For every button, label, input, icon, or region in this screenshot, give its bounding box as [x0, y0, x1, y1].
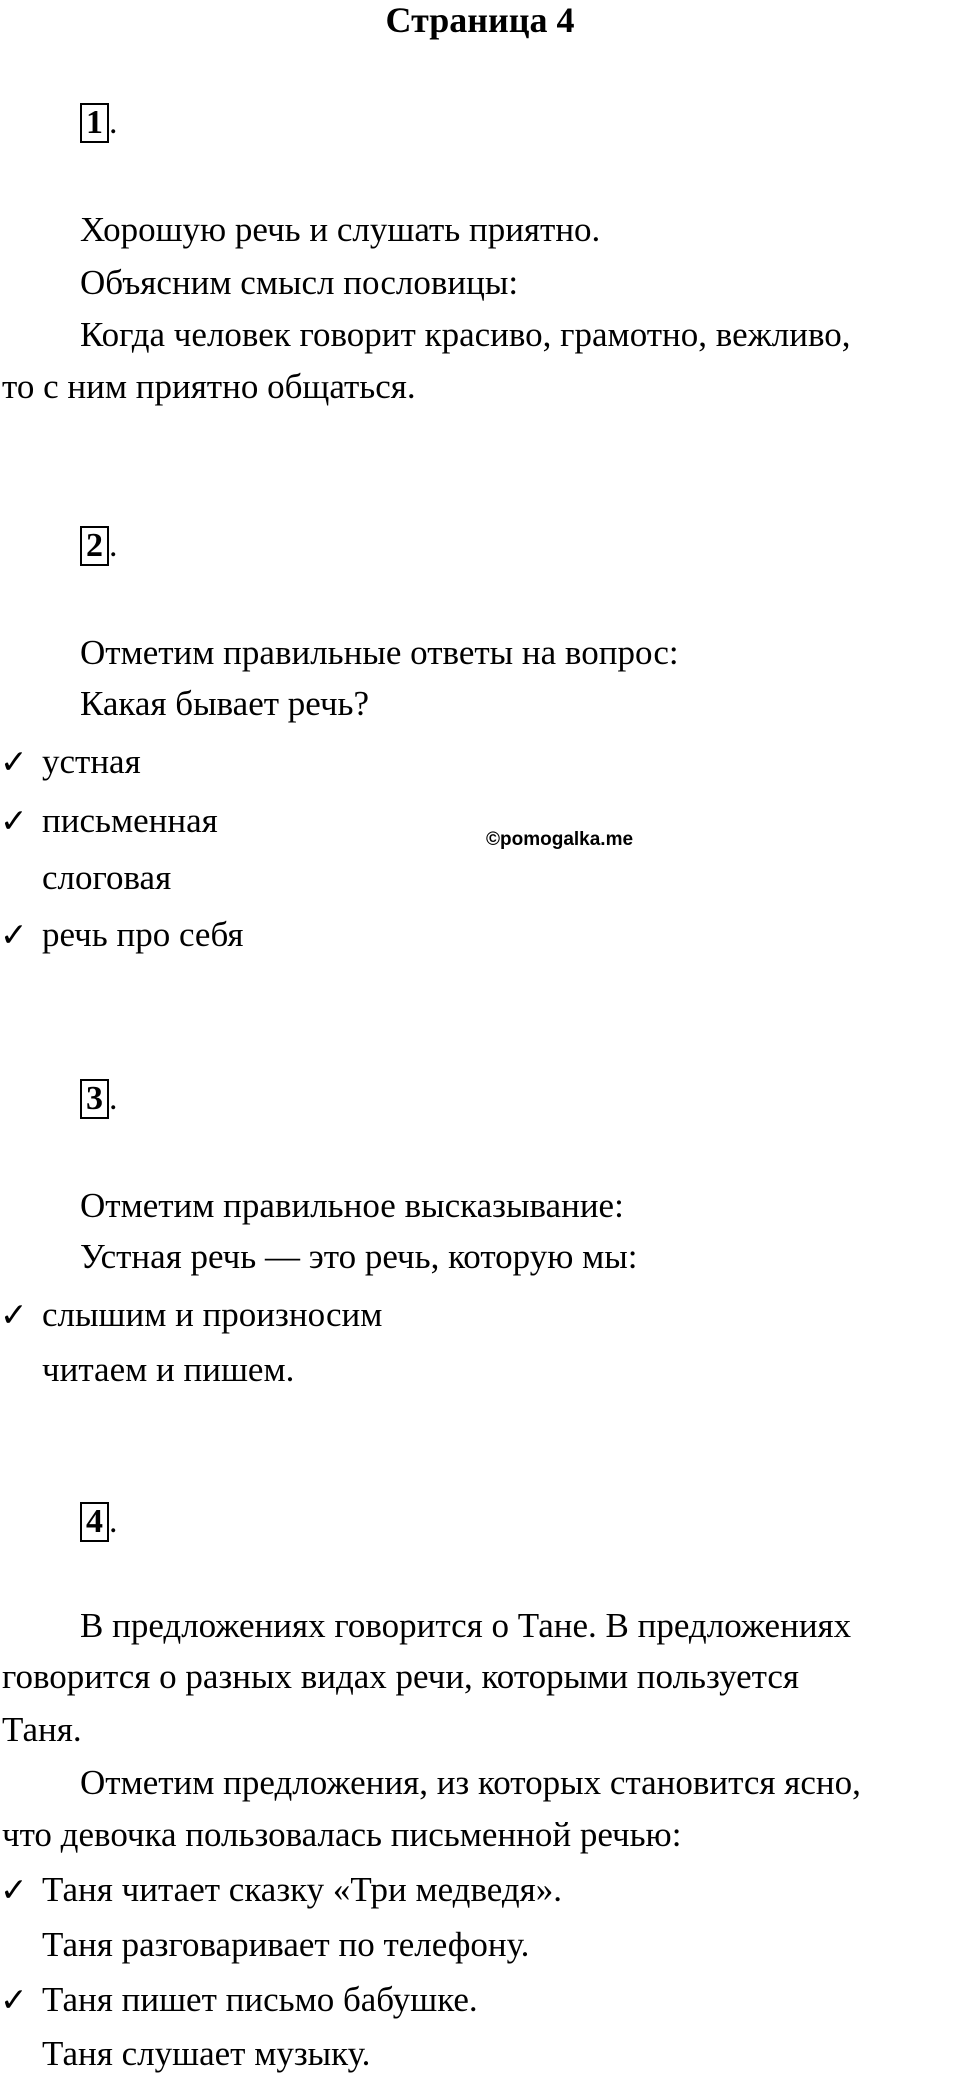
task-4-line-2: говорится о разных видах речи, которыми пользуется — [2, 1657, 800, 1696]
task-1-line-1: Хорошую речь и слушать приятно. — [80, 210, 601, 249]
task-number-box: 3 — [80, 1079, 109, 1119]
task-1-line-4: то с ним приятно общаться. — [2, 367, 416, 406]
task-2-line-1: Отметим правильные ответы на вопрос: — [80, 633, 679, 672]
checkmark-icon: ✓ — [0, 801, 28, 840]
task-2-option-3: слоговая — [42, 858, 172, 897]
checkmark-icon: ✓ — [0, 1870, 28, 1909]
checkmark-icon: ✓ — [0, 1295, 28, 1334]
task-4-option-1: Таня читает сказку «Три медведя». — [42, 1870, 563, 1909]
task-4-option-2: Таня разговаривает по телефону. — [42, 1925, 530, 1964]
task-2-option-1: устная — [42, 742, 141, 781]
task-3-option-1: слышим и произносим — [42, 1295, 383, 1334]
task-4-line-4: Отметим предложения, из которых становится ясно, — [80, 1763, 861, 1802]
task-number-3: 3 . — [80, 1079, 118, 1119]
task-1-line-3: Когда человек говорит красиво, грамотно, вежливо, — [80, 315, 851, 354]
checkmark-icon: ✓ — [0, 1980, 28, 2019]
task-number-box: 1 — [80, 103, 109, 143]
page-title: Страница 4 — [385, 0, 575, 40]
task-number-4: 4 . — [80, 1502, 118, 1542]
task-2-option-4: речь про себя — [42, 915, 244, 954]
task-number-2: 2 . — [80, 526, 118, 566]
task-number-box: 2 — [80, 526, 109, 566]
checkmark-icon: ✓ — [0, 742, 28, 781]
task-4-line-1: В предложениях говорится о Тане. В предложениях — [80, 1606, 852, 1645]
task-4-line-5: что девочка пользовалась письменной речью: — [2, 1815, 682, 1854]
checkmark-icon: ✓ — [0, 915, 28, 954]
task-3-line-1: Отметим правильное высказывание: — [80, 1186, 624, 1225]
task-3-line-2: Устная речь — это речь, которую мы: — [80, 1237, 638, 1276]
task-2-option-2: письменная — [42, 801, 218, 840]
task-1-line-2: Объясним смысл пословицы: — [80, 263, 519, 302]
task-2-line-2: Какая бывает речь? — [80, 684, 370, 723]
task-4-option-4: Таня слушает музыку. — [42, 2034, 371, 2073]
task-4-option-3: Таня пишет письмо бабушке. — [42, 1980, 478, 2019]
watermark: ©pomogalka.me — [486, 829, 634, 850]
task-number-box: 4 — [80, 1502, 109, 1542]
task-3-option-2: читаем и пишем. — [42, 1350, 295, 1389]
task-number-1: 1 . — [80, 103, 118, 143]
task-4-line-3: Таня. — [2, 1710, 82, 1749]
